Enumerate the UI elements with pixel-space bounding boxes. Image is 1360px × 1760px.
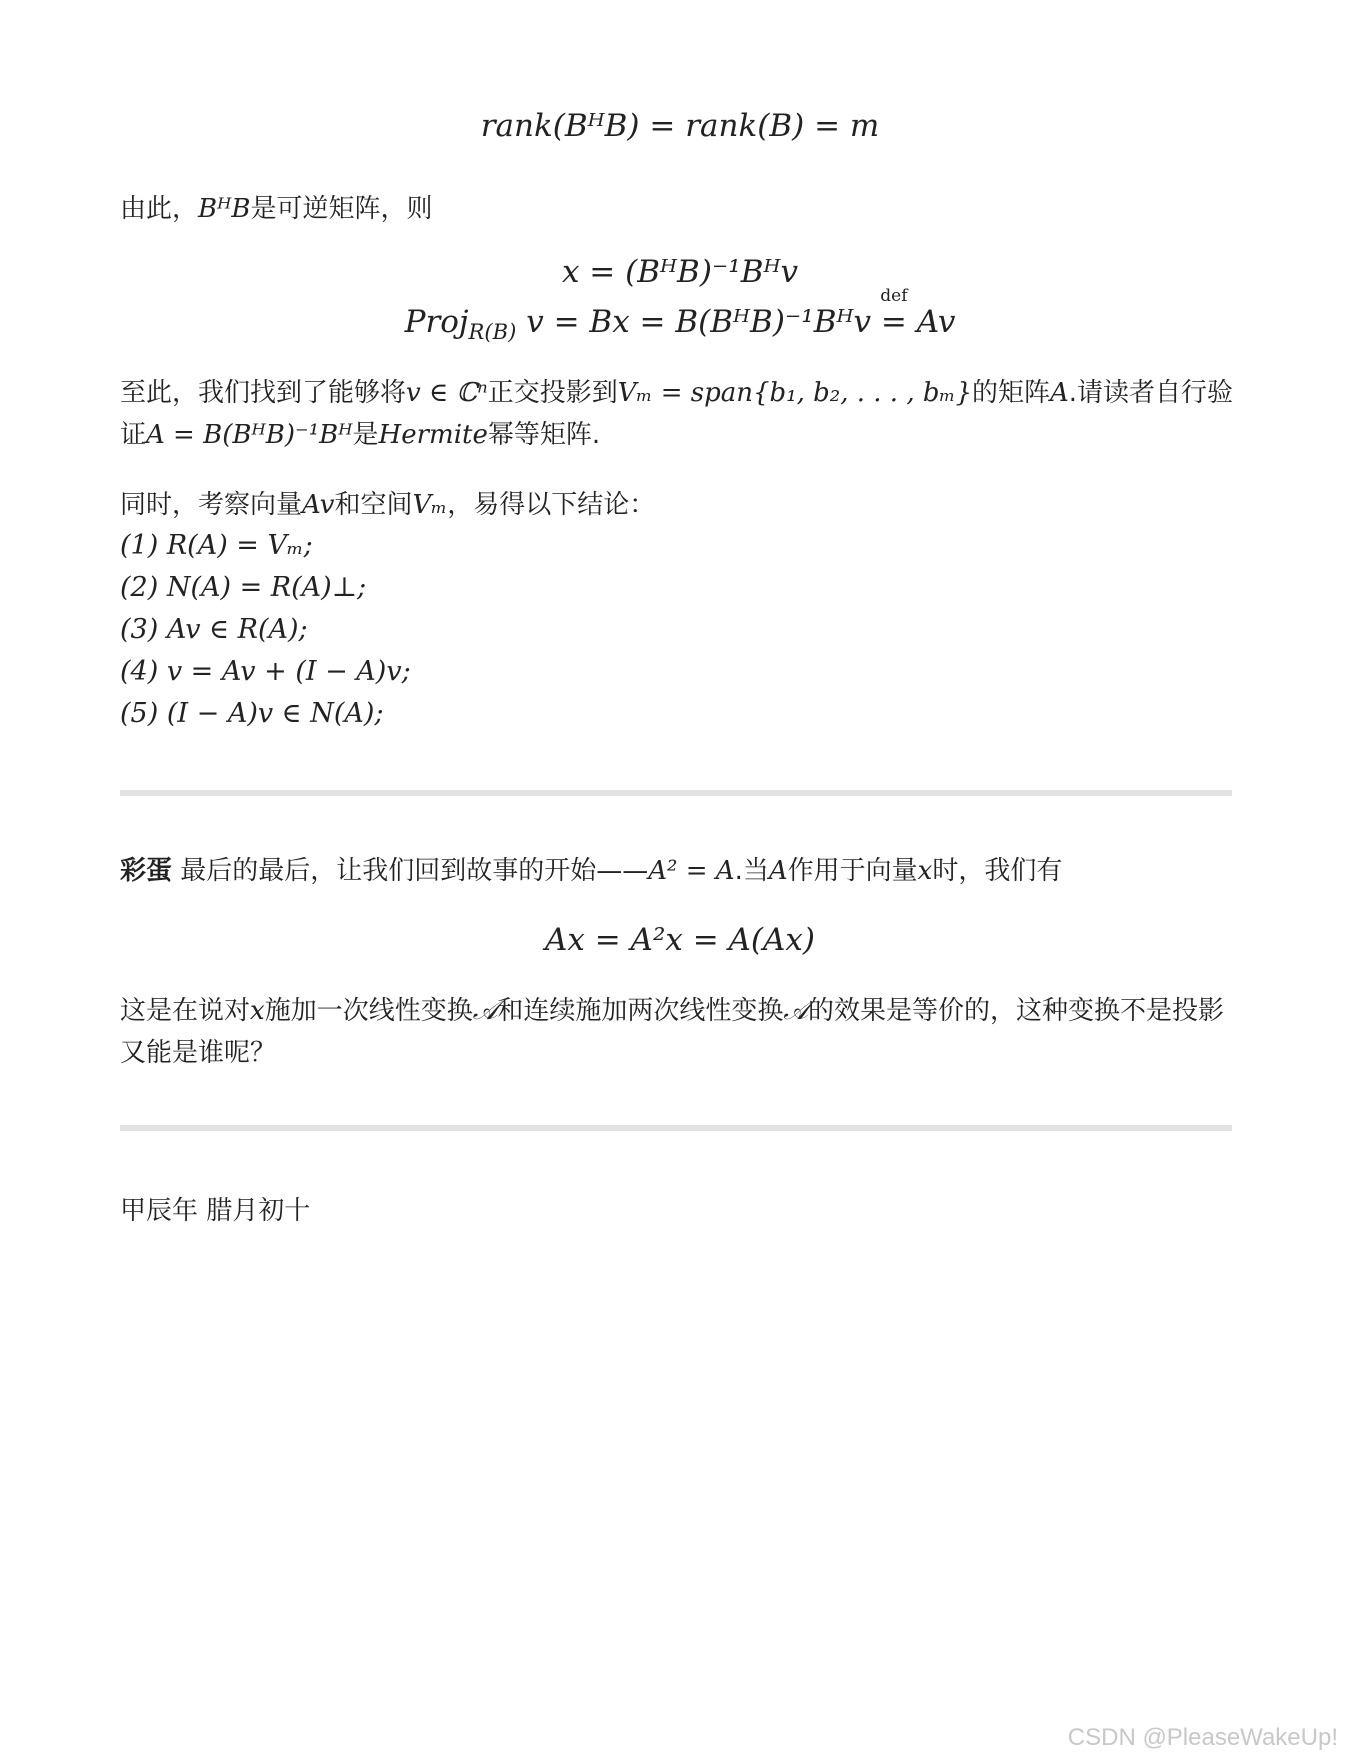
paragraph-easter-egg: 彩蛋 最后的最后，让我们回到故事的开始——A² = A.当A作用于向量x时，我们有 (120, 856, 1063, 886)
paragraph-invertible (120, 188, 1240, 230)
conclusion-2: (2) N(A) = R(A)⊥; (120, 572, 367, 603)
projection-subscript: R(B) (468, 319, 517, 345)
conclusion-4: (4) v = Av + (I − A)v; (120, 656, 411, 687)
horizontal-rule (120, 1125, 1232, 1131)
conclusion-3: (3) Av ∈ R(A); (120, 614, 308, 645)
paragraph-conclusion: 这是在说对x施加一次线性变换𝒜和连续施加两次线性变换𝒜的效果是等价的，这种变换不是投影又能是谁呢？ (120, 996, 1224, 1068)
equation-projection: Proj$_{R(B)}$ v = Bx = B(BᴴB)⁻¹Bᴴv def = Av (404, 286, 956, 345)
def-equals: def = (880, 286, 908, 340)
date-line: 甲辰年 腊月初十 (120, 1196, 311, 1226)
text: 是可逆矩阵，则 (250, 194, 433, 224)
math-inline: BᴴB (198, 194, 251, 224)
horizontal-rule (120, 790, 1232, 796)
text: 由此， (120, 194, 199, 224)
paragraph-conclusions-intro: 同时，考察向量Av和空间Vₘ，易得以下结论： (120, 490, 656, 520)
conclusion-1: (1) R(A) = Vₘ; (120, 530, 313, 561)
equation-idempotent: Ax = A²x = A(Ax) (545, 922, 815, 958)
paragraph-projection-matrix: 至此，我们找到了能够将v ∈ ℂⁿ正交投影到Vₘ = span{b₁, b₂, . . . , bₘ}的矩阵A.请读者自行验证A = B(BᴴB)⁻¹Bᴴ是Hermite幂等矩阵. (120, 378, 1234, 450)
equation-x: x = (BᴴB)⁻¹Bᴴv (561, 254, 799, 290)
conclusion-5: (5) (I − A)v ∈ N(A); (120, 698, 384, 729)
easter-egg-label: 彩蛋 (120, 856, 173, 886)
equation-rank: rank(BᴴB) = rank(B) = m (480, 108, 880, 144)
csdn-watermark: CSDN @PleaseWakeUp! (1067, 1724, 1338, 1751)
